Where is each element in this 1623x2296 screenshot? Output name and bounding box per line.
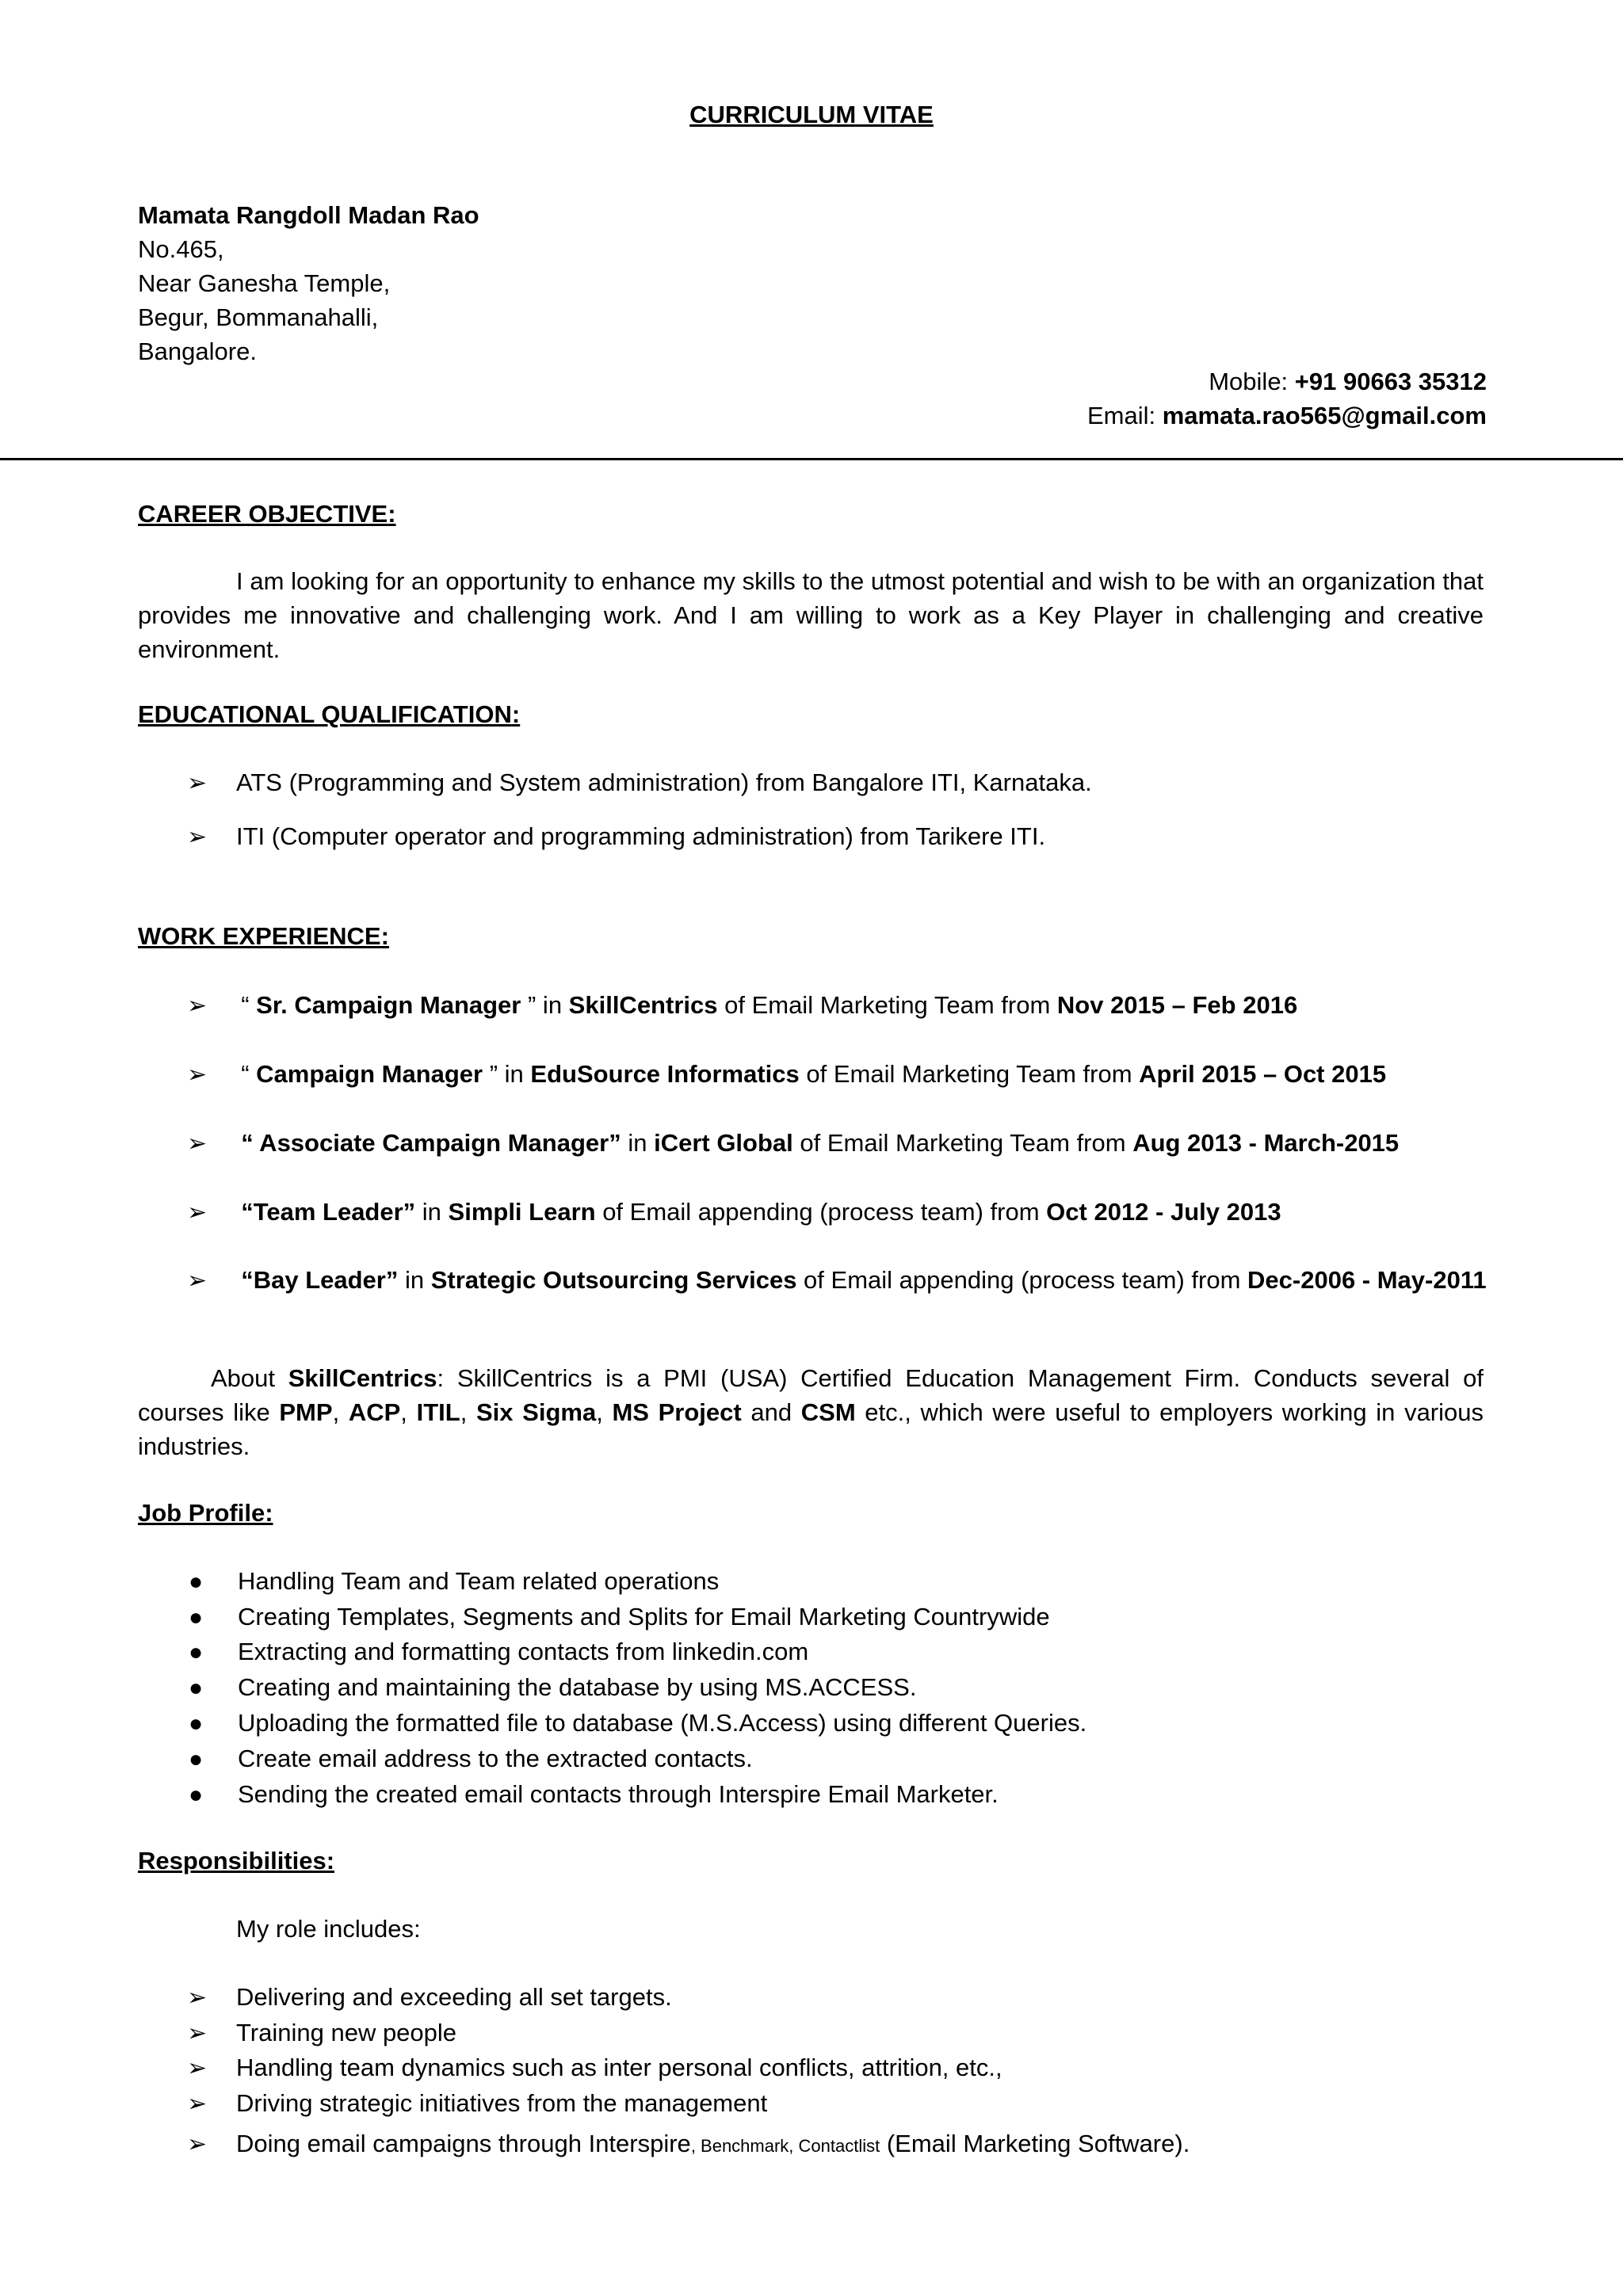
about-company-name: SkillCentrics (288, 1364, 437, 1392)
education-heading-text: EDUCATIONAL QUALIFICATION (138, 700, 512, 728)
career-objective-heading-text: CAREER OBJECTIVE (138, 500, 388, 528)
responsibility-item-text: (Email Marketing Software). (880, 2130, 1190, 2157)
quote: ” (521, 991, 537, 1019)
arrow-bullet-icon: ➢ (187, 1199, 208, 1226)
job-profile-item-text: Uploading the formatted file to database (M.S.Access) using different Queries. (238, 1709, 1087, 1737)
arrow-bullet-icon: ➢ (187, 824, 208, 850)
job-profile-item-text: Sending the created email contacts through Interspire Email Marketer. (238, 1780, 999, 1808)
dot-bullet-icon: ● (189, 1604, 204, 1630)
career-objective-body: I am looking for an opportunity to enhance my skills to the utmost potential and wish to be with an organization that provides me innovative and challenging work. And I am willing to work as a Key Player in challenging and creative environment. (138, 567, 1484, 663)
company-name: EduSource Informatics (530, 1060, 800, 1088)
dot-bullet-icon: ● (189, 1711, 204, 1737)
responsibility-item (187, 2016, 456, 2050)
company-name: Simpli Learn (448, 1198, 596, 1226)
about-company-paragraph (138, 1361, 1484, 1463)
job-period: Dec-2006 - May-2011 (1247, 1266, 1487, 1294)
job-profile-item (187, 1634, 808, 1669)
mobile-line (1087, 364, 1487, 399)
education-item-text: ITI (Computer operator and programming administration) from Tarikere ITI. (236, 822, 1046, 850)
course-name: ITIL (416, 1398, 460, 1426)
connector: of Email appending (process team) from (595, 1198, 1047, 1226)
arrow-bullet-icon: ➢ (187, 1268, 208, 1294)
experience-item (187, 1057, 1386, 1092)
arrow-bullet-icon: ➢ (187, 2020, 208, 2046)
connector: in (621, 1129, 655, 1157)
experience-item (187, 988, 1297, 1023)
connector: of Email Marketing Team from (799, 1060, 1140, 1088)
responsibility-item-text: Driving strategic initiatives from the management (236, 2089, 768, 2117)
contact-block (1087, 364, 1487, 433)
job-role: “ Associate Campaign Manager” (241, 1129, 621, 1157)
connector: of Email appending (process team) from (796, 1266, 1248, 1294)
course-name: ACP (348, 1398, 401, 1426)
connector: of Email Marketing Team from (717, 991, 1057, 1019)
address-line: No.465, (138, 235, 224, 263)
job-profile-item-text: Creating and maintaining the database by using MS.ACCESS. (238, 1673, 917, 1701)
address-line: Begur, Bommanahalli, (138, 303, 379, 331)
course-name: Six Sigma (475, 1398, 597, 1426)
job-profile-item (187, 1777, 999, 1812)
job-profile-item (187, 1670, 916, 1705)
quote: “ (241, 991, 257, 1019)
dot-bullet-icon: ● (189, 1569, 204, 1595)
responsibility-item (187, 1980, 672, 2015)
course-name: MS Project (612, 1398, 742, 1426)
work-experience-heading: WORK EXPERIENCE: (138, 922, 389, 950)
connector: of Email Marketing Team from (792, 1129, 1133, 1157)
document-title: CURRICULUM VITAE (689, 101, 934, 128)
candidate-name: Mamata Rangdoll Madan Rao (138, 201, 479, 229)
separator: , (460, 1398, 476, 1426)
job-role: Sr. Campaign Manager (256, 991, 521, 1019)
experience-item (187, 1195, 1281, 1230)
connector: in (398, 1266, 431, 1294)
arrow-bullet-icon: ➢ (187, 2055, 208, 2081)
arrow-bullet-icon: ➢ (187, 2091, 208, 2117)
experience-item (187, 1263, 1487, 1298)
separator: , (332, 1398, 349, 1426)
arrow-bullet-icon: ➢ (187, 993, 208, 1019)
software-list: , Benchmark, Contactlist (690, 2136, 880, 2156)
dot-bullet-icon: ● (189, 1675, 204, 1701)
job-period: Nov 2015 – Feb 2016 (1056, 991, 1298, 1019)
job-profile-item (187, 1600, 1050, 1634)
job-profile-item (187, 1564, 719, 1599)
job-role: “Team Leader” (241, 1198, 416, 1226)
job-period: Oct 2012 - July 2013 (1046, 1198, 1281, 1226)
separator: and (741, 1398, 801, 1426)
arrow-bullet-icon: ➢ (187, 770, 208, 796)
experience-item (187, 1126, 1399, 1161)
job-profile-heading: Job Profile: (138, 1499, 273, 1527)
dot-bullet-icon: ● (189, 1746, 204, 1772)
connector: in (498, 1060, 531, 1088)
connector: in (415, 1198, 449, 1226)
job-profile-item-text: Extracting and formatting contacts from linkedin.com (238, 1638, 809, 1665)
separator: , (596, 1398, 613, 1426)
arrow-bullet-icon: ➢ (187, 1985, 208, 2011)
education-heading: EDUCATIONAL QUALIFICATION: (138, 700, 521, 728)
career-objective-text (138, 564, 1484, 666)
job-profile-item-text: Handling Team and Team related operations (238, 1567, 720, 1595)
job-role: Campaign Manager (256, 1060, 483, 1088)
education-item (187, 819, 1045, 854)
responsibilities-heading: Responsibilities: (138, 1847, 335, 1875)
dot-bullet-icon: ● (189, 1639, 204, 1665)
job-profile-item (187, 1706, 1086, 1741)
career-objective-heading: CAREER OBJECTIVE: (138, 500, 396, 528)
address-block (138, 198, 479, 368)
company-name: Strategic Outsourcing Services (430, 1266, 797, 1294)
mobile-number: +91 90663 35312 (1294, 368, 1487, 395)
responsibility-item-text: Training new people (236, 2019, 457, 2046)
responsibility-item (187, 2086, 767, 2121)
quote: ” (483, 1060, 498, 1088)
job-profile-item (187, 1741, 753, 1776)
about-text: : SkillCentrics is a PMI (USA) Certified Education Management Firm. Conducts several of courses like (138, 1364, 1484, 1426)
email-label: Email: (1086, 402, 1163, 429)
job-role: “Bay Leader” (241, 1266, 399, 1294)
job-period: Aug 2013 - March-2015 (1132, 1129, 1400, 1157)
course-name: CSM (800, 1398, 856, 1426)
job-profile-item-text: Creating Templates, Segments and Splits for Email Marketing Countrywide (238, 1603, 1050, 1630)
arrow-bullet-icon: ➢ (187, 1131, 208, 1157)
course-name: PMP (279, 1398, 333, 1426)
arrow-bullet-icon: ➢ (187, 2131, 208, 2157)
email-address: mamata.rao565@gmail.com (1162, 402, 1487, 429)
job-profile-item-text: Create email address to the extracted contacts. (238, 1745, 753, 1772)
about-prefix: About (211, 1364, 288, 1392)
address-line: Near Ganesha Temple, (138, 269, 391, 297)
address-line: Bangalore. (138, 338, 257, 365)
responsibility-item-text: Handling team dynamics such as inter personal conflicts, attrition, etc., (236, 2054, 1002, 2081)
dot-bullet-icon: ● (189, 1782, 204, 1808)
quote: “ (241, 1060, 257, 1088)
about-text: etc., which were useful to employers working in various industries. (138, 1398, 1484, 1460)
mobile-label: Mobile: (1209, 368, 1295, 395)
job-period: April 2015 – Oct 2015 (1139, 1060, 1387, 1088)
responsibility-item (187, 2050, 1002, 2085)
education-item (187, 765, 1092, 800)
separator: , (400, 1398, 417, 1426)
arrow-bullet-icon: ➢ (187, 1062, 208, 1088)
responsibilities-intro: My role includes: (236, 1915, 421, 1943)
company-name: iCert Global (654, 1129, 793, 1157)
responsibility-item-text: Delivering and exceeding all set targets. (236, 1983, 672, 2011)
connector: in (536, 991, 569, 1019)
responsibility-item (187, 2126, 1190, 2163)
responsibility-item-text: Doing email campaigns through Interspire (236, 2130, 691, 2157)
education-item-text: ATS (Programming and System administration) from Bangalore ITI, Karnataka. (236, 769, 1092, 796)
header-divider (0, 458, 1623, 460)
company-name: SkillCentrics (568, 991, 718, 1019)
email-line (1087, 399, 1487, 433)
